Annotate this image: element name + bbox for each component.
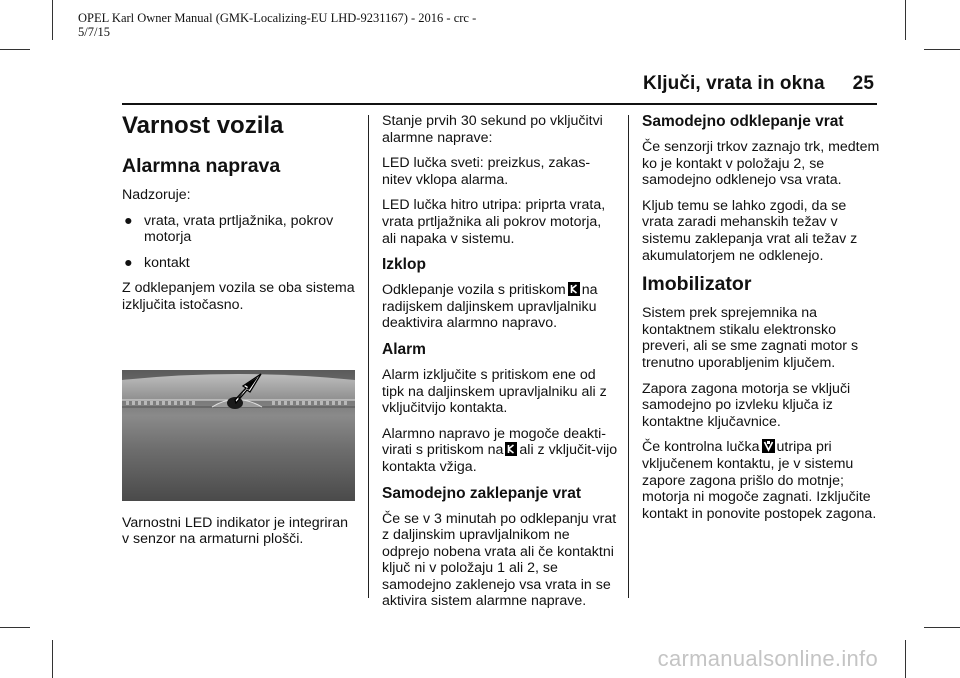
subsection-heading: Samodejno zaklepanje vrat (382, 484, 581, 502)
paragraph: Stanje prvih 30 sekund po vključitvi alarmne naprave: (382, 113, 603, 146)
paragraph (382, 282, 618, 332)
paragraph: Kljub temu se lahko zgodi, da se vrata zaradi mehanskih težav v sistemu zaklepanja vrat ali težav z akumulatorjem ne odklenejo. (642, 197, 858, 264)
unlock-key-icon (568, 282, 580, 296)
section-heading: Imobilizator (642, 273, 752, 296)
figure-caption: Varnostni LED indikator je integriran v senzor na armaturni plošči. (122, 514, 349, 548)
crop-mark (905, 640, 906, 678)
subsection-heading: Samodejno odklepanje vrat (642, 113, 844, 130)
paragraph: Alarm izključite s pritiskom ene od tipk na daljinskem upravljalniku ali z vključitvijo kontakta. (382, 366, 607, 417)
subsection-heading: Alarm (382, 340, 426, 358)
list-item-text: kontakt (144, 254, 190, 271)
column-divider (368, 115, 369, 598)
crop-mark (52, 640, 53, 678)
list-item (122, 213, 358, 246)
column-1 (122, 113, 358, 557)
paragraph: Sistem prek sprejemnika na kontaktnem stikalu elektronsko preveri, ali se sme zagnati motor s trenutno uporabljenim ključem. (642, 305, 859, 371)
running-head (643, 73, 874, 95)
crop-mark (52, 0, 53, 40)
paragraph-text: ali z vključit-vijo kontakta vžiga. (382, 442, 618, 475)
list-item-text: vrata, vrata prtljažnika, pokrov motorja (144, 212, 334, 246)
paragraph: LED lučka sveti: preizkus, zakas-nitev vklopa alarma. (382, 155, 591, 188)
header-rule (122, 103, 877, 105)
paragraph-text: Odklepanje vozila s pritiskom (382, 282, 566, 299)
section-heading: Alarmna naprava (122, 155, 281, 177)
subsection-heading: Izklop (382, 256, 426, 274)
paragraph: LED lučka hitro utripa: priprta vrata, vrata prtljažnika ali pokrov motorja, ali napaka v sistemu. (382, 197, 606, 247)
paragraph-text: utripa pri vključenem kontaktu, je v sistemu zapore zagona prišlo do motnje; motorja ni mogoče zagnati. Izključite kontakt in ponovite postopek zagona. (642, 439, 877, 522)
list-item (122, 255, 358, 272)
paragraph-text: na radijskem daljinskem upravljalniku deaktivira alarmno napravo. (382, 282, 598, 332)
paragraph: Če se v 3 minutah po odklepanju vrat z daljinskim upravljalnikom ne odprejo nobena vrata ali če kontaktni ključ ni v položaju 1 ali 2, se samodejno zaklenejo vsa vrata in se aktivira sistem alarmne naprave. (382, 510, 617, 610)
paragraph (382, 426, 618, 476)
paragraph-text: Alarmno napravo je mogoče deakti-virati s pritiskom na (382, 425, 606, 459)
column-3 (642, 113, 880, 531)
unlock-key-icon (505, 442, 517, 456)
page-number: 25 (852, 73, 874, 94)
paragraph: Če senzorji trkov zaznajo trk, medtem ko je kontakt v položaju 2, se samodejno odklenejo vsa vrata. (642, 139, 880, 189)
immobilizer-warning-icon (762, 439, 775, 453)
paragraph (642, 439, 880, 522)
watermark: carmanualsonline.info (657, 646, 878, 671)
intro-text: Nadzoruje: (122, 187, 191, 203)
crop-mark (924, 627, 960, 628)
meta-line-2: 5/7/15 (78, 25, 110, 39)
paragraph: Z odklepanjem vozila se oba sistema izključita istočasno. (122, 280, 355, 313)
section-title: Ključi, vrata in okna (643, 73, 825, 94)
bullet-icon: ● (124, 212, 133, 229)
crop-mark (924, 49, 960, 50)
column-2 (382, 113, 618, 619)
crop-mark (0, 49, 30, 50)
paragraph-text: Če kontrolna lučka (642, 439, 760, 456)
bullet-icon: ● (124, 254, 133, 271)
dashboard-led-image (122, 370, 355, 501)
meta-line-1: OPEL Karl Owner Manual (GMK-Localizing-EU LHD-9231167) - 2016 - crc - (78, 11, 477, 25)
paragraph: Zapora zagona motorja se vključi samodejno po izvleku ključa iz kontaktne ključavnice. (642, 380, 851, 430)
page-title: Varnost vozila (122, 112, 284, 139)
column-divider (628, 115, 629, 598)
crop-mark (905, 0, 906, 40)
crop-mark (0, 627, 30, 628)
document-meta (78, 11, 476, 39)
